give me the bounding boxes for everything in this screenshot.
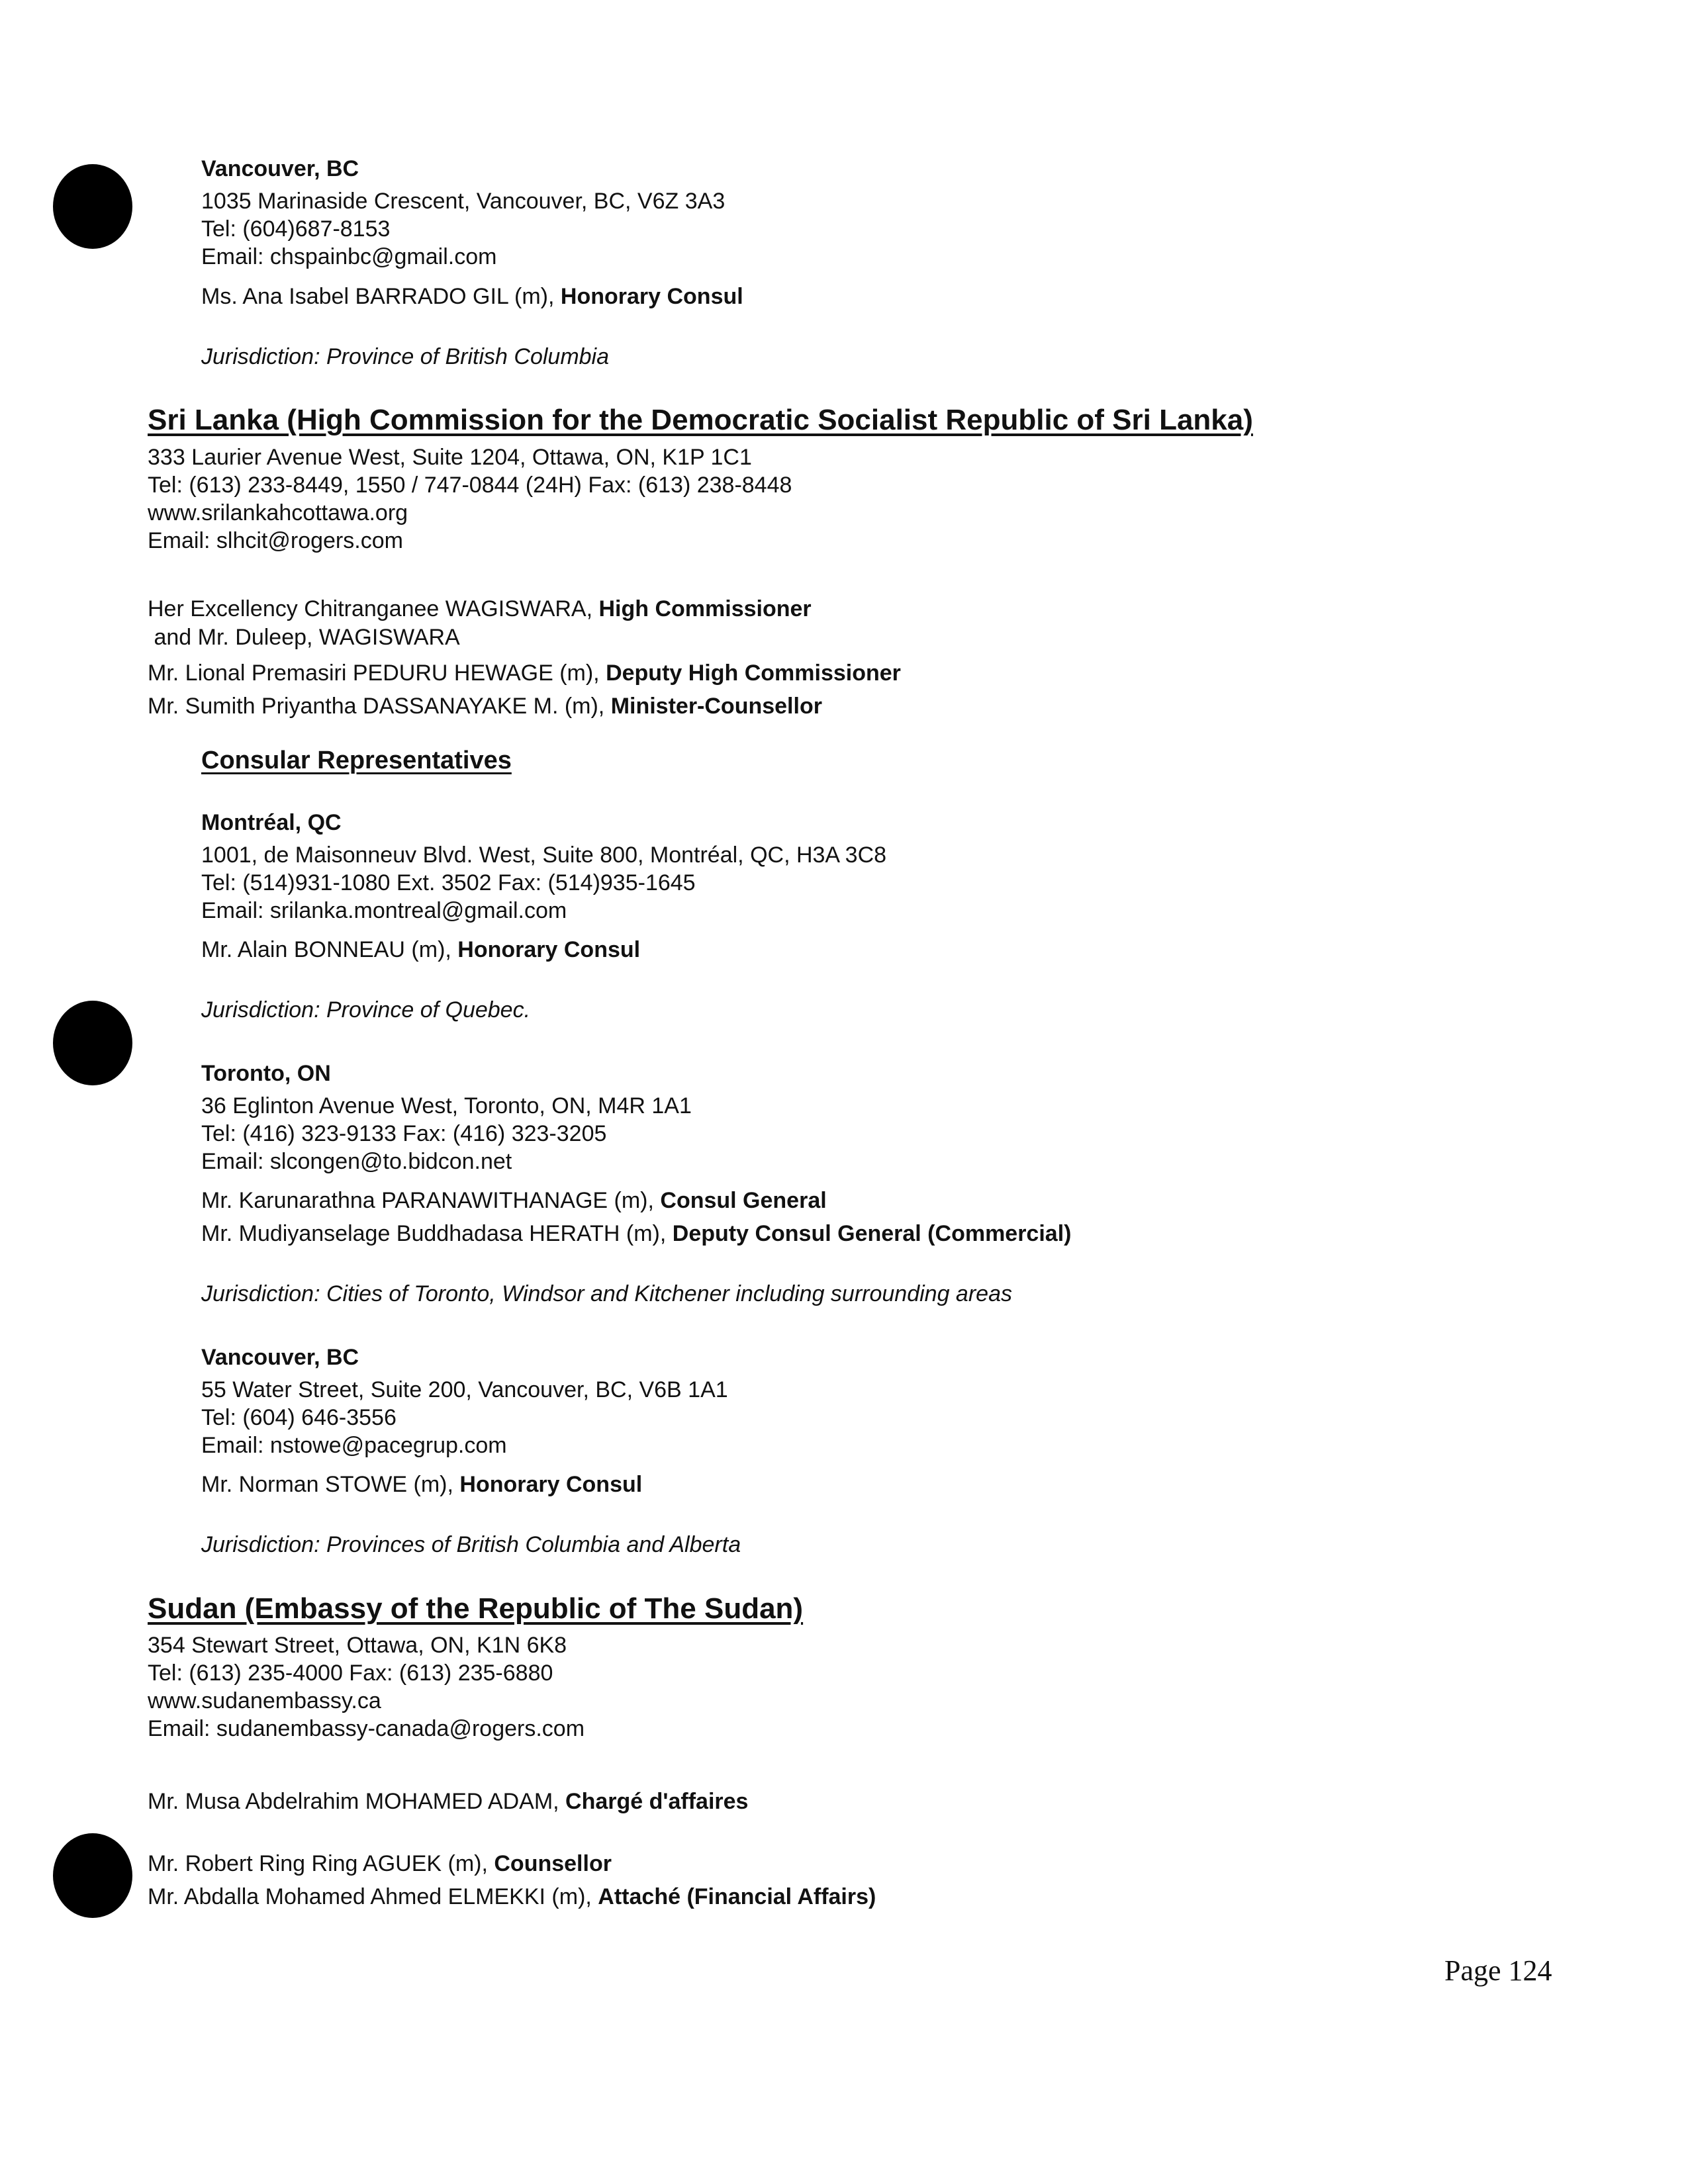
jurisdiction [201,343,609,371]
staff-entry [148,1788,748,1815]
jurisdiction [201,1531,741,1559]
staff-title: Honorary Consul [457,937,641,962]
staff-name: Her Excellency Chitranganee WAGISWARA, [148,596,599,621]
staff-entry [148,595,812,623]
staff-title: Deputy Consul General (Commercial) [672,1221,1072,1246]
staff-title: Attaché (Financial Affairs) [598,1884,876,1909]
staff-title: Honorary Consul [560,284,743,309]
address: 1035 Marinaside Crescent, Vancouver, BC, V6Z 3A3 [201,189,726,214]
telephone: Tel: (604)687-8153 [201,216,391,242]
staff-name: Mr. Alain BONNEAU (m), [201,937,458,962]
email: Email: sudanembassy-canada@rogers.com [148,1716,585,1741]
telephone: Tel: (613) 235-4000 Fax: (613) 235-6880 [148,1661,553,1686]
telephone: Tel: (514)931-1080 Ext. 3502 Fax: (514)935-1645 [201,870,696,895]
staff-name: Mr. Mudiyanselage Buddhadasa HERATH (m), [201,1221,673,1246]
staff-name: Mr. Musa Abdelrahim MOHAMED ADAM, [148,1789,566,1814]
staff-entry [148,1850,612,1878]
city-heading: Montréal, QC [201,810,342,835]
email: Email: chspainbc@gmail.com [201,244,497,269]
telephone: Tel: (613) 233-8449, 1550 / 747-0844 (24H) Fax: (613) 238-8448 [148,473,792,498]
address: 55 Water Street, Suite 200, Vancouver, BC, V6B 1A1 [201,1377,728,1402]
staff-title: Honorary Consul [459,1472,643,1497]
jurisdiction [201,996,530,1024]
staff-title: Chargé d'affaires [565,1789,749,1814]
staff-entry [201,1187,827,1214]
staff-name: Mr. Abdalla Mohamed Ahmed ELMEKKI (m), [148,1884,598,1909]
jurisdiction-text: Province of British Columbia [320,344,610,369]
staff-title: High Commissioner [598,596,812,621]
staff-title: Deputy High Commissioner [606,660,901,686]
website: www.srilankahcottawa.org [148,500,408,525]
staff-name: Ms. Ana Isabel BARRADO GIL (m), [201,284,561,309]
staff-entry [148,659,901,687]
address: 36 Eglinton Avenue West, Toronto, ON, M4R 1A1 [201,1093,692,1118]
country-heading: Sri Lanka (High Commission for the Democratic Socialist Republic of Sri Lanka) [148,404,1253,436]
city-heading: Vancouver, BC [201,1345,359,1370]
email: Email: srilanka.montreal@gmail.com [201,898,567,923]
page-number: Page 124 [1444,1954,1552,1987]
jurisdiction-label: Jurisdiction: [201,1281,320,1306]
staff-name: Mr. Sumith Priyantha DASSANAYAKE M. (m), [148,694,611,719]
city-heading: Toronto, ON [201,1061,331,1086]
staff-entry [148,692,822,720]
staff-entry [201,1220,1071,1248]
punch-hole-top [53,164,132,249]
staff-title: Consul General [660,1188,827,1213]
staff-entry [148,1883,876,1911]
address: 1001, de Maisonneuv Blvd. West, Suite 800, Montréal, QC, H3A 3C8 [201,842,887,868]
staff-title: Counsellor [494,1851,612,1876]
telephone: Tel: (604) 646-3556 [201,1405,397,1430]
email: Email: slcongen@to.bidcon.net [201,1149,512,1174]
staff-entry [148,623,460,651]
staff-name: Mr. Karunarathna PARANAWITHANAGE (m), [201,1188,661,1213]
staff-name: Mr. Lional Premasiri PEDURU HEWAGE (m), [148,660,606,686]
jurisdiction [201,1280,1012,1308]
jurisdiction-label: Jurisdiction: [201,1532,320,1557]
country-heading: Sudan (Embassy of the Republic of The Sudan) [148,1592,804,1625]
jurisdiction-label: Jurisdiction: [201,344,320,369]
staff-name: Mr. Norman STOWE (m), [201,1472,460,1497]
website: www.sudanembassy.ca [148,1688,381,1713]
staff-title: Minister-Counsellor [610,694,822,719]
telephone: Tel: (416) 323-9133 Fax: (416) 323-3205 [201,1121,607,1146]
email: Email: nstowe@pacegrup.com [201,1433,507,1458]
jurisdiction-label: Jurisdiction: [201,997,320,1023]
punch-hole-bottom [53,1833,132,1918]
jurisdiction-text: Cities of Toronto, Windsor and Kitchener including surrounding areas [320,1281,1012,1306]
jurisdiction-text: Provinces of British Columbia and Alberta [320,1532,741,1557]
staff-name: and Mr. Duleep, WAGISWARA [148,625,460,650]
jurisdiction-text: Province of Quebec. [320,997,531,1023]
city-heading: Vancouver, BC [201,156,359,181]
staff-entry [201,936,640,964]
address: 354 Stewart Street, Ottawa, ON, K1N 6K8 [148,1633,567,1658]
staff-entry [201,1471,642,1498]
consular-heading: Consular Representatives [201,747,512,774]
staff-entry [201,283,743,310]
address: 333 Laurier Avenue West, Suite 1204, Ottawa, ON, K1P 1C1 [148,445,752,470]
punch-hole-middle [53,1001,132,1085]
staff-name: Mr. Robert Ring Ring AGUEK (m), [148,1851,494,1876]
email: Email: slhcit@rogers.com [148,528,403,553]
